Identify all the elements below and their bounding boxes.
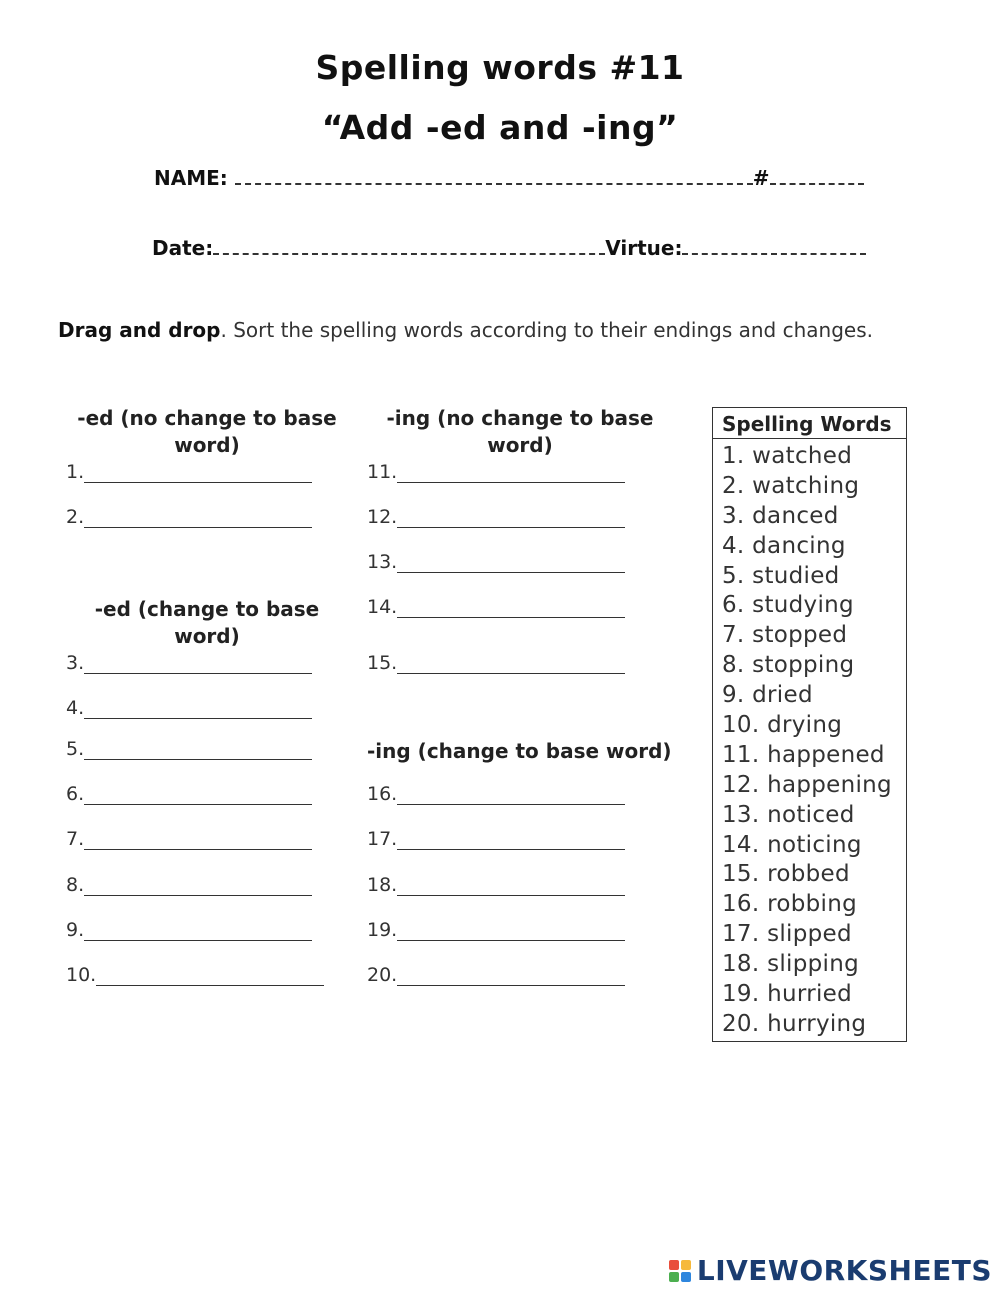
word-bank [712,407,907,1042]
word-bank-item[interactable]: 7. stopped [722,622,848,649]
word-bank-item[interactable]: 20. hurrying [722,1010,867,1037]
heading-ed-change: -ed (change to base word) [94,597,320,648]
word-bank-item[interactable]: 13. noticed [722,801,855,828]
word-bank-item[interactable]: 10. drying [722,712,843,739]
page-title: Spelling words #11 [315,48,685,87]
word-bank-item[interactable]: 4. dancing [722,532,846,559]
answer-blank-15[interactable]: 15. [367,652,625,682]
date-virtue-field [152,236,866,260]
heading-ing-change: -ing (change to base word) [367,739,672,763]
word-bank-heading: Spelling Words [713,408,906,439]
answer-blank-11[interactable]: 11. [367,461,625,491]
answer-blank-19[interactable]: 19. [367,919,625,949]
word-bank-item[interactable]: 1. watched [722,443,853,469]
word-bank-item[interactable]: 14. noticing [722,831,862,858]
word-bank-item[interactable]: 15. robbed [722,861,850,888]
answer-blank-9[interactable]: 9. [66,919,312,949]
name-field [154,166,864,190]
answer-blank-16[interactable]: 16. [367,783,625,813]
word-bank-item[interactable]: 12. happening [722,771,892,798]
word-bank-item[interactable]: 18. slipping [722,951,860,978]
number-label: # [752,166,770,190]
heading-ing-no-change: -ing (no change to base word) [386,406,654,457]
number-input-line[interactable] [770,169,864,185]
word-bank-item[interactable]: 5. studied [722,562,840,589]
answer-blank-14[interactable]: 14. [367,596,625,626]
liveworksheets-logo [669,1254,992,1287]
answer-blank-5[interactable]: 5. [66,738,312,768]
date-input-line[interactable] [213,239,605,255]
word-bank-item[interactable]: 16. robbing [722,891,857,918]
instructions-bold: Drag and drop [58,318,221,342]
answer-blank-18[interactable]: 18. [367,874,625,904]
answer-blank-12[interactable]: 12. [367,506,625,536]
logo-text: LIVEWORKSHEETS [696,1254,992,1287]
word-bank-item[interactable]: 17. slipped [722,921,852,948]
word-bank-item[interactable]: 2. watching [722,472,860,499]
word-bank-item[interactable]: 6. studying [722,592,854,619]
word-bank-item[interactable]: 19. hurried [722,981,852,1008]
answer-blank-6[interactable]: 6. [66,783,312,813]
instructions [58,318,873,342]
answer-blank-3[interactable]: 3. [66,652,312,682]
instructions-text: . Sort the spelling words according to their endings and changes. [220,318,873,342]
name-label: NAME: [154,166,228,190]
virtue-input-line[interactable] [682,239,866,255]
answer-blank-4[interactable]: 4. [66,697,312,727]
word-bank-item[interactable]: 3. danced [722,502,839,529]
answer-blank-10[interactable]: 10. [66,964,324,994]
answer-blank-13[interactable]: 13. [367,551,625,581]
answer-blank-1[interactable]: 1. [66,461,312,491]
word-bank-item[interactable]: 8. stopping [722,652,855,679]
word-bank-list [713,439,906,1039]
word-bank-item[interactable]: 11. happened [722,741,885,768]
logo-icon [669,1260,691,1282]
name-input-line[interactable] [235,169,753,185]
heading-ed-no-change: -ed (no change to base word) [77,406,337,457]
answer-blank-20[interactable]: 20. [367,964,625,994]
word-bank-item[interactable]: 9. dried [722,682,813,709]
answer-blank-17[interactable]: 17. [367,828,625,858]
answer-blank-2[interactable]: 2. [66,506,312,536]
answer-blank-8[interactable]: 8. [66,874,312,904]
date-label: Date: [152,236,214,260]
answer-blank-7[interactable]: 7. [66,828,312,858]
virtue-label: Virtue: [605,236,683,260]
page-subtitle: “Add -ed and -ing” [321,108,679,147]
